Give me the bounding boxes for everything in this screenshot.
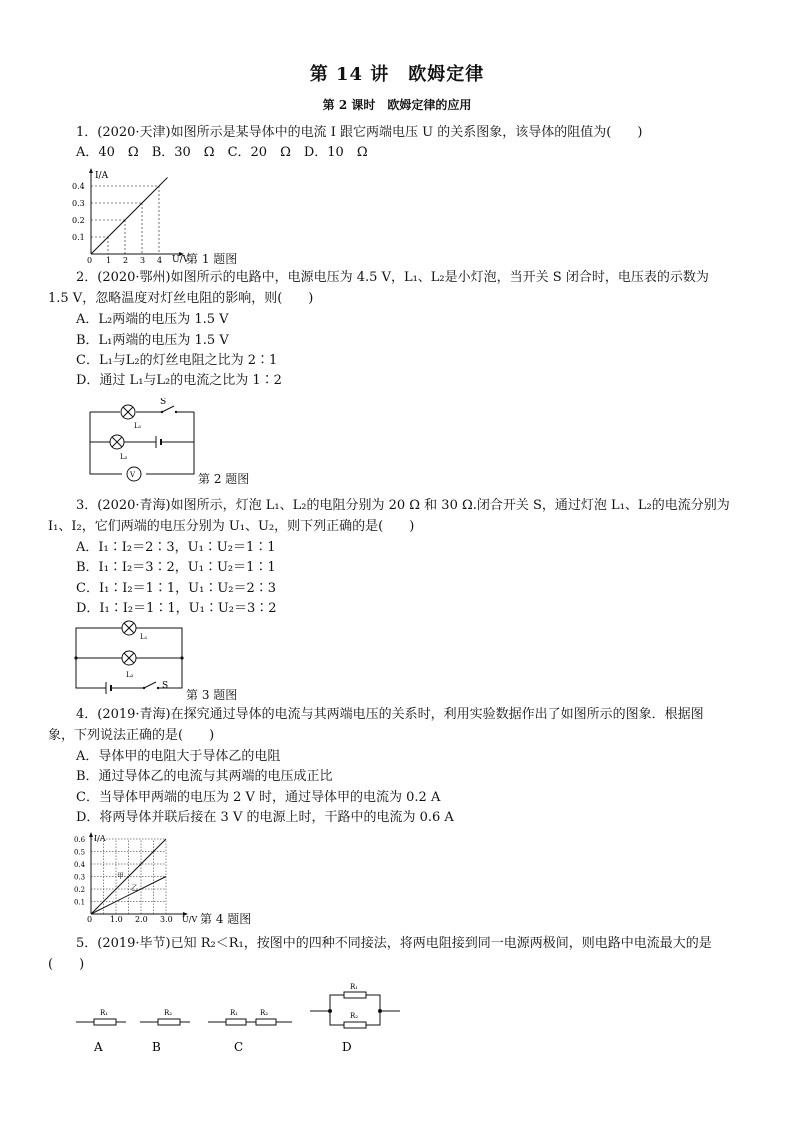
q4-ytick-4: 0.5 bbox=[74, 848, 86, 857]
q4-xtick-0: 0 bbox=[87, 915, 93, 924]
q4-xtick-3: 3.0 bbox=[160, 915, 173, 924]
q5-b-r2-label: R₂ bbox=[164, 1009, 173, 1017]
q2-circuit bbox=[88, 398, 200, 486]
q2-switch-label: S bbox=[160, 398, 167, 407]
q4-ytick-5: 0.6 bbox=[74, 836, 86, 844]
q1-ytick-1: 0.2 bbox=[72, 216, 85, 225]
q5-a-r1-label: R₁ bbox=[100, 1009, 109, 1017]
q1-ylabel: I/A bbox=[95, 171, 109, 181]
q4-option-c: C．当导体甲两端的电压为 2 V 时，通过导体甲的电流为 0.2 A bbox=[76, 790, 441, 805]
q4-series-line-1 bbox=[91, 877, 166, 915]
q5-c-r2-label: R₂ bbox=[260, 1009, 269, 1017]
q1-xtick-3: 3 bbox=[140, 256, 146, 264]
q4-option-a: A．导体甲的电阻大于导体乙的电阻 bbox=[76, 749, 281, 764]
q1-xlabel: U/V bbox=[172, 255, 190, 264]
q4-xtick-1: 1.0 bbox=[110, 915, 123, 924]
q1-options: A．40 Ω B．30 Ω C．20 Ω D．10 Ω bbox=[76, 145, 368, 160]
q3-circuit bbox=[72, 620, 188, 694]
q4-ytick-0: 0.1 bbox=[74, 898, 86, 907]
q1-ytick-0: 0.1 bbox=[72, 233, 85, 242]
q4-graph bbox=[70, 830, 202, 926]
q2-stem-1: 2．(2020·鄂州)如图所示的电路中，电源电压为 4.5 V，L₁、L₂是小灯泡，当开关 S 闭合时，电压表的示数为 bbox=[76, 270, 709, 285]
q4-stem-2: 象，下列说法正确的是( ) bbox=[48, 728, 215, 743]
q2-option-b: B．L₁两端的电压为 1.5 V bbox=[76, 333, 229, 348]
q4-option-d: D．将两导体并联后接在 3 V 的电源上时，干路中的电流为 0.6 A bbox=[76, 810, 454, 825]
q2-option-a: A．L₂两端的电压为 1.5 V bbox=[76, 312, 229, 327]
q4-option-b: B．通过导体乙的电流与其两端的电压成正比 bbox=[76, 769, 333, 784]
q3-l1-label: L₁ bbox=[140, 633, 148, 641]
q2-caption: 第 2 题图 bbox=[198, 472, 250, 486]
q1-ytick-3: 0.4 bbox=[72, 182, 85, 191]
q2-option-c: C．L₁与L₂的灯丝电阻之比为 2∶1 bbox=[76, 353, 278, 368]
q5-d-r2-label: R₂ bbox=[350, 1012, 359, 1020]
q3-stem-2: I₁、I₂，它们两端的电压分别为 U₁、U₂，则下列正确的是( ) bbox=[48, 519, 415, 534]
q2-l1-label: L₁ bbox=[134, 422, 142, 430]
q4-ytick-1: 0.2 bbox=[74, 886, 86, 894]
q3-option-d: D．I₁∶I₂＝1∶1，U₁∶U₂＝3∶2 bbox=[76, 601, 277, 616]
q4-caption: 第 4 题图 bbox=[200, 912, 252, 926]
q3-stem-1: 3．(2020·青海)如图所示，灯泡 L₁、L₂的电阻分别为 20 Ω 和 30 Ω.闭合开关 S，通过灯泡 L₁、L₂的电流分别为 bbox=[76, 498, 730, 513]
q1-xtick-0: 0 bbox=[87, 256, 93, 264]
q1-xtick-2: 2 bbox=[123, 256, 129, 264]
q5-circuits bbox=[70, 978, 410, 1058]
q5-label-d: D bbox=[342, 1040, 352, 1054]
q2-stem-2: 1.5 V，忽略温度对灯丝电阻的影响，则( ) bbox=[48, 291, 314, 306]
q3-switch-label: S bbox=[162, 681, 169, 691]
q5-d-r1-label: R₁ bbox=[350, 983, 359, 991]
q5-label-a: A bbox=[94, 1040, 103, 1054]
q3-option-a: A．I₁∶I₂＝2∶3，U₁∶U₂＝1∶1 bbox=[76, 540, 276, 555]
q4-xlabel: U/V bbox=[182, 915, 198, 924]
q5-c-r1-label: R₁ bbox=[230, 1009, 239, 1017]
q3-caption: 第 3 题图 bbox=[186, 688, 238, 702]
q1-caption: 第 1 题图 bbox=[186, 252, 238, 266]
q3-option-c: C．I₁∶I₂＝1∶1，U₁∶U₂＝2∶3 bbox=[76, 581, 277, 596]
q5-stem-2: ( ) bbox=[48, 957, 85, 972]
page-title: 第 14 讲 欧姆定律 bbox=[309, 64, 485, 85]
q4-xtick-2: 2.0 bbox=[135, 915, 148, 924]
q1-xtick-4: 4 bbox=[157, 256, 163, 264]
q4-ytick-3: 0.4 bbox=[74, 861, 86, 869]
q4-legend-jia: 甲 bbox=[117, 872, 124, 880]
q1-ytick-2: 0.3 bbox=[72, 199, 85, 208]
q4-stem-1: 4．(2019·青海)在探究通过导体的电流与其两端电压的关系时，利用实验数据作出了如图所示的图象．根据图 bbox=[76, 707, 704, 722]
q2-l2-label: L₂ bbox=[120, 453, 128, 461]
q5-label-b: B bbox=[152, 1040, 161, 1054]
q3-l2-label: L₂ bbox=[126, 671, 134, 679]
q1-graph bbox=[70, 166, 190, 264]
q2-option-d: D．通过 L₁与L₂的电流之比为 1∶2 bbox=[76, 373, 282, 388]
q1-xtick-1: 1 bbox=[106, 256, 112, 264]
page-subtitle: 第 2 课时 欧姆定律的应用 bbox=[322, 98, 472, 112]
q4-legend-yi: 乙 bbox=[131, 884, 138, 892]
q2-voltmeter-label: V bbox=[130, 471, 136, 479]
q1-stem: 1．(2020·天津)如图所示是某导体中的电流 I 跟它两端电压 U 的关系图象，该导体的阻值为( ) bbox=[76, 125, 643, 140]
q4-ytick-2: 0.3 bbox=[74, 873, 86, 882]
q4-ylabel: I/A bbox=[94, 834, 106, 843]
q3-option-b: B．I₁∶I₂＝3∶2，U₁∶U₂＝1∶1 bbox=[76, 560, 276, 575]
q5-stem-1: 5．(2019·毕节)已知 R₂＜R₁，按图中的四种不同接法，将两电阻接到同一电源两极间，则电路中电流最大的是 bbox=[76, 936, 712, 951]
q5-label-c: C bbox=[234, 1040, 244, 1054]
q1-series-line bbox=[91, 178, 168, 255]
